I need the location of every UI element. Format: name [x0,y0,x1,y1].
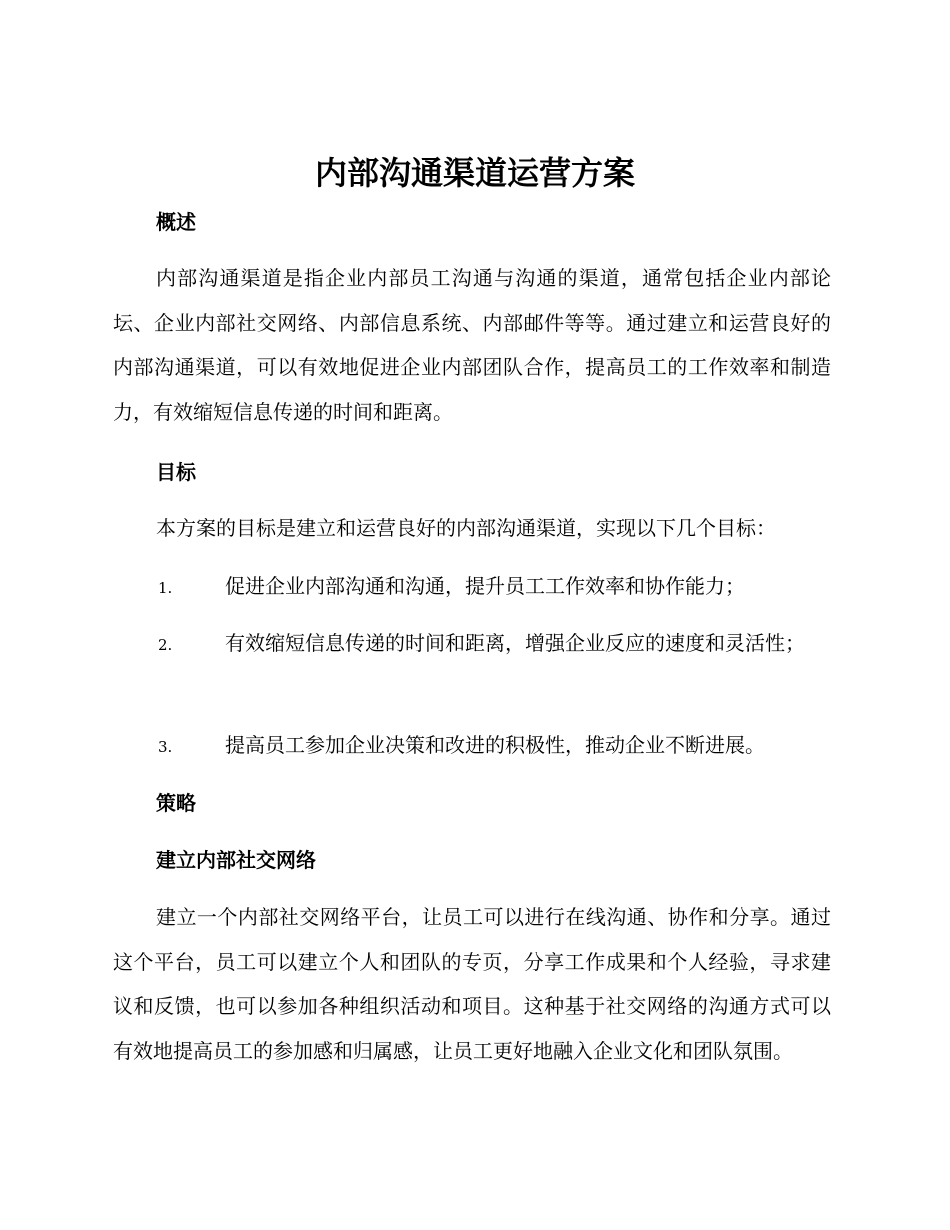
list-item-text: 促进企业内部沟通和沟通，提升员工工作效率和协作能力； [225,574,745,598]
section-heading-strategy: 策略 [156,791,196,815]
list-item [113,621,831,668]
document-title: 内部沟通渠道运营方案 [314,154,635,192]
list-item-text: 提高员工参加企业决策和改进的积极性，推动企业不断进展。 [225,733,765,757]
strategy-paragraph: 建立一个内部社交网络平台，让员工可以进行在线沟通、协作和分享。通过这个平台，员工可以建立个人和团队的专页，分享工作成果和个人经验，寻求建议和反馈，也可以参加各种组织活动和项目。这种基于社交网络的沟通方式可以有效地提高员工的参加感和归属感，让员工更好地融入企业文化和团队氛围。 [113,905,831,1063]
list-item-number: 2. [158,636,173,654]
list-item-text: 有效缩短信息传递的时间和距离，增强企业反应的速度和灵活性； [225,631,805,655]
subheading-internal-social-network: 建立内部社交网络 [156,848,316,872]
list-item-number: 3. [158,738,173,756]
list-item [113,564,831,611]
list-item [113,723,831,770]
section-heading-goals: 目标 [156,460,196,484]
overview-paragraph: 内部沟通渠道是指企业内部员工沟通与沟通的渠道，通常包括企业内部论坛、企业内部社交网络、内部信息系统、内部邮件等等。通过建立和运营良好的内部沟通渠道，可以有效地促进企业内部团队合作，提高员工的工作效率和制造力，有效缩短信息传递的时间和距离。 [113,266,831,424]
list-item-number: 1. [158,579,173,597]
section-heading-overview: 概述 [156,210,196,234]
goals-intro: 本方案的目标是建立和运营良好的内部沟通渠道，实现以下几个目标： [156,516,776,540]
